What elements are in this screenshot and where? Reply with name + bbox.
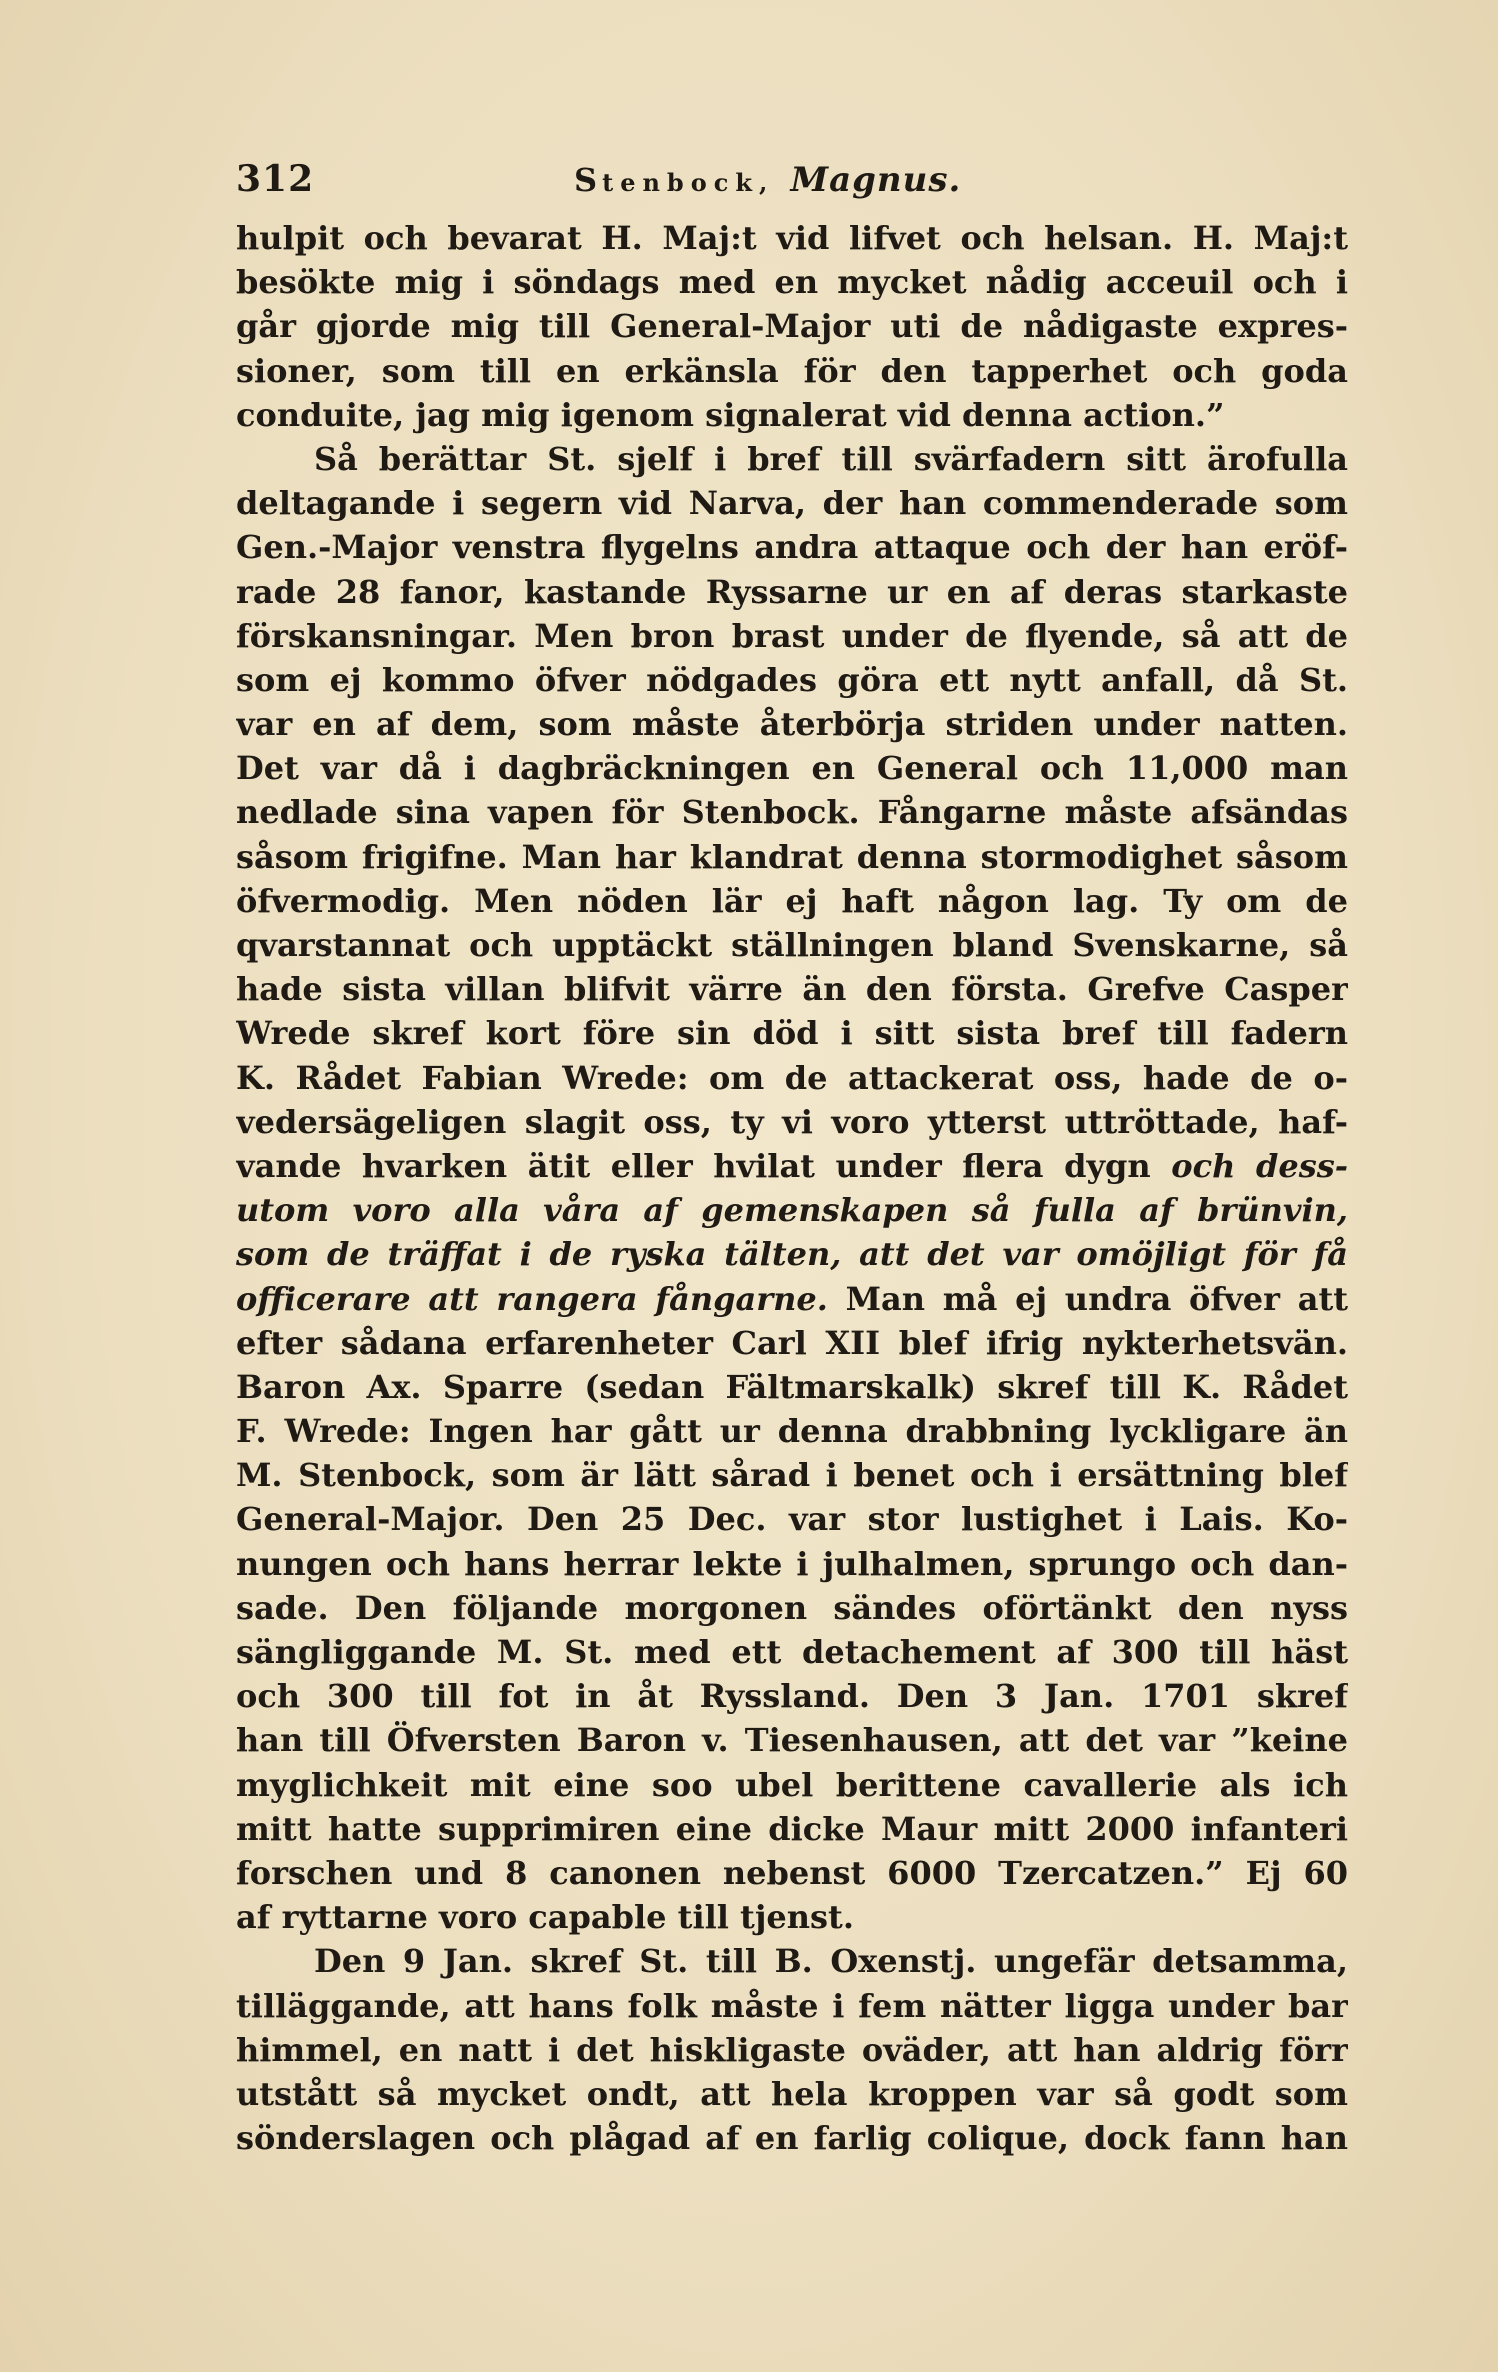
text-line: deltagande i segern vid Narva, der han commenderade som (236, 484, 1348, 523)
text-line: F. Wrede: Ingen har gått ur denna drabbning lyckligare än (236, 1412, 1348, 1451)
italic-segment: officerare att rangera fångarne. (236, 1279, 828, 1318)
text-line: Baron Ax. Sparre (sedan Fältmarskalk) skref till K. Rådet (236, 1367, 1348, 1406)
text-segment: Man må ej undra öfver att (827, 1279, 1348, 1318)
text-line: rade 28 fanor, kastande Ryssarne ur en af deras starkaste (236, 572, 1348, 611)
text-line: mitt hatte supprimiren eine dicke Maur mitt 2000 infanteri (236, 1809, 1348, 1848)
text-line: som de träffat i de ryska tälten, att det var omöjligt för få (236, 1235, 1348, 1274)
text-line: öfvermodig. Men nöden lär ej haft någon lag. Ty om de (236, 881, 1348, 920)
text-line: forschen und 8 canonen nebenst 6000 Tzercatzen.” Ej 60 (236, 1853, 1348, 1892)
text-segment: vande hvarken ätit eller hvilat under flera dygn (236, 1146, 1172, 1185)
text-line: tilläggande, att hans folk måste i fem nätter ligga under bar (236, 1986, 1348, 2025)
text-line: nedlade sina vapen för Stenbock. Fångarne måste afsändas (236, 793, 1348, 832)
text-line: Wrede skref kort före sin död i sitt sista bref till fadern (236, 1014, 1348, 1053)
running-head (236, 150, 1348, 210)
text-line: såsom frigifne. Man har klandrat denna stormodighet såsom (236, 837, 1348, 876)
text-line: utstått så mycket ondt, att hela kroppen var så godt som (236, 2074, 1348, 2113)
text-line: Det var då i dagbräckningen en General och 11,000 man (236, 749, 1348, 788)
text-line: sade. Den följande morgonen sändes oförtänkt den nyss (236, 1588, 1348, 1627)
book-page (236, 150, 1348, 2160)
text-line: hade sista villan blifvit värre än den första. Grefve Casper (236, 970, 1348, 1009)
text-line: och 300 till fot in åt Ryssland. Den 3 Jan. 1701 skref (236, 1677, 1348, 1716)
text-line: vedersägeligen slagit oss, ty vi voro ytterst uttröttade, haf- (236, 1102, 1348, 1141)
italic-segment: och dess- (1171, 1146, 1348, 1185)
text-line: besökte mig i söndags med en mycket nådig acceuil och i (236, 263, 1348, 302)
text-line: af ryttarne voro capable till tjenst. (236, 1898, 854, 1937)
text-line: hulpit och bevarat H. Maj:t vid lifvet och helsan. H. Maj:t (236, 219, 1348, 257)
text-line: M. Stenbock, som är lätt sårad i benet och i ersättning blef (236, 1456, 1348, 1495)
text-line: K. Rådet Fabian Wrede: om de attackerat oss, hade de o- (236, 1058, 1348, 1097)
text-line: sioner, som till en erkänsla för den tapperhet och goda (236, 351, 1348, 390)
text-line: Så berättar St. sjelf i bref till svärfadern sitt ärofulla (314, 439, 1348, 478)
text-line: han till Öfversten Baron v. Tiesenhausen, att det var ”keine (236, 1721, 1348, 1760)
running-title-forename: Magnus. (790, 160, 962, 200)
text-line: går gjorde mig till General-Major uti de nådigaste expres- (236, 307, 1348, 346)
text-line: qvarstannat och upptäckt ställningen bland Svenskarne, så (236, 926, 1348, 964)
text-line (236, 1277, 1348, 1321)
text-line: förskansningar. Men bron brast under de flyende, så att de (236, 616, 1348, 655)
text-line: som ej kommo öfver nödgades göra ett nytt anfall, då St. (236, 660, 1348, 699)
text-line: efter sådana erfarenheter Carl XII blef ifrig nykterhetsvän. (236, 1323, 1348, 1362)
text-line: himmel, en natt i det hiskligaste oväder, att han aldrig förr (236, 2030, 1348, 2069)
text-line: sönderslagen och plågad af en farlig colique, dock fann han (236, 2119, 1348, 2158)
text-line: nungen och hans herrar lekte i julhalmen, sprungo och dan- (236, 1544, 1348, 1583)
text-line: Gen.-Major venstra flygelns andra attaque och der han eröf- (236, 528, 1348, 567)
page-number: 312 (236, 158, 315, 200)
text-line: utom voro alla våra af gemenskapen så fulla af brünvin, (236, 1191, 1348, 1230)
text-line: var en af dem, som måste återbörja striden under natten. (236, 705, 1348, 744)
body-text (236, 216, 1348, 2160)
text-line (236, 1144, 1348, 1188)
running-title-surname: tenbock, (602, 168, 775, 197)
text-line: conduite, jag mig igenom signalerat vid denna action.” (236, 395, 1225, 434)
text-line: Den 9 Jan. skref St. till B. Oxenstj. ungefär detsamma, (314, 1942, 1348, 1981)
text-line: General-Major. Den 25 Dec. var stor lustighet i Lais. Ko- (236, 1500, 1348, 1539)
text-line: myglichkeit mit eine soo ubel berittene cavallerie als ich (236, 1765, 1348, 1804)
running-title-initial: S (574, 161, 603, 199)
text-line: sängliggande M. St. med ett detachement af 300 till häst (236, 1633, 1348, 1671)
running-title (574, 160, 961, 200)
